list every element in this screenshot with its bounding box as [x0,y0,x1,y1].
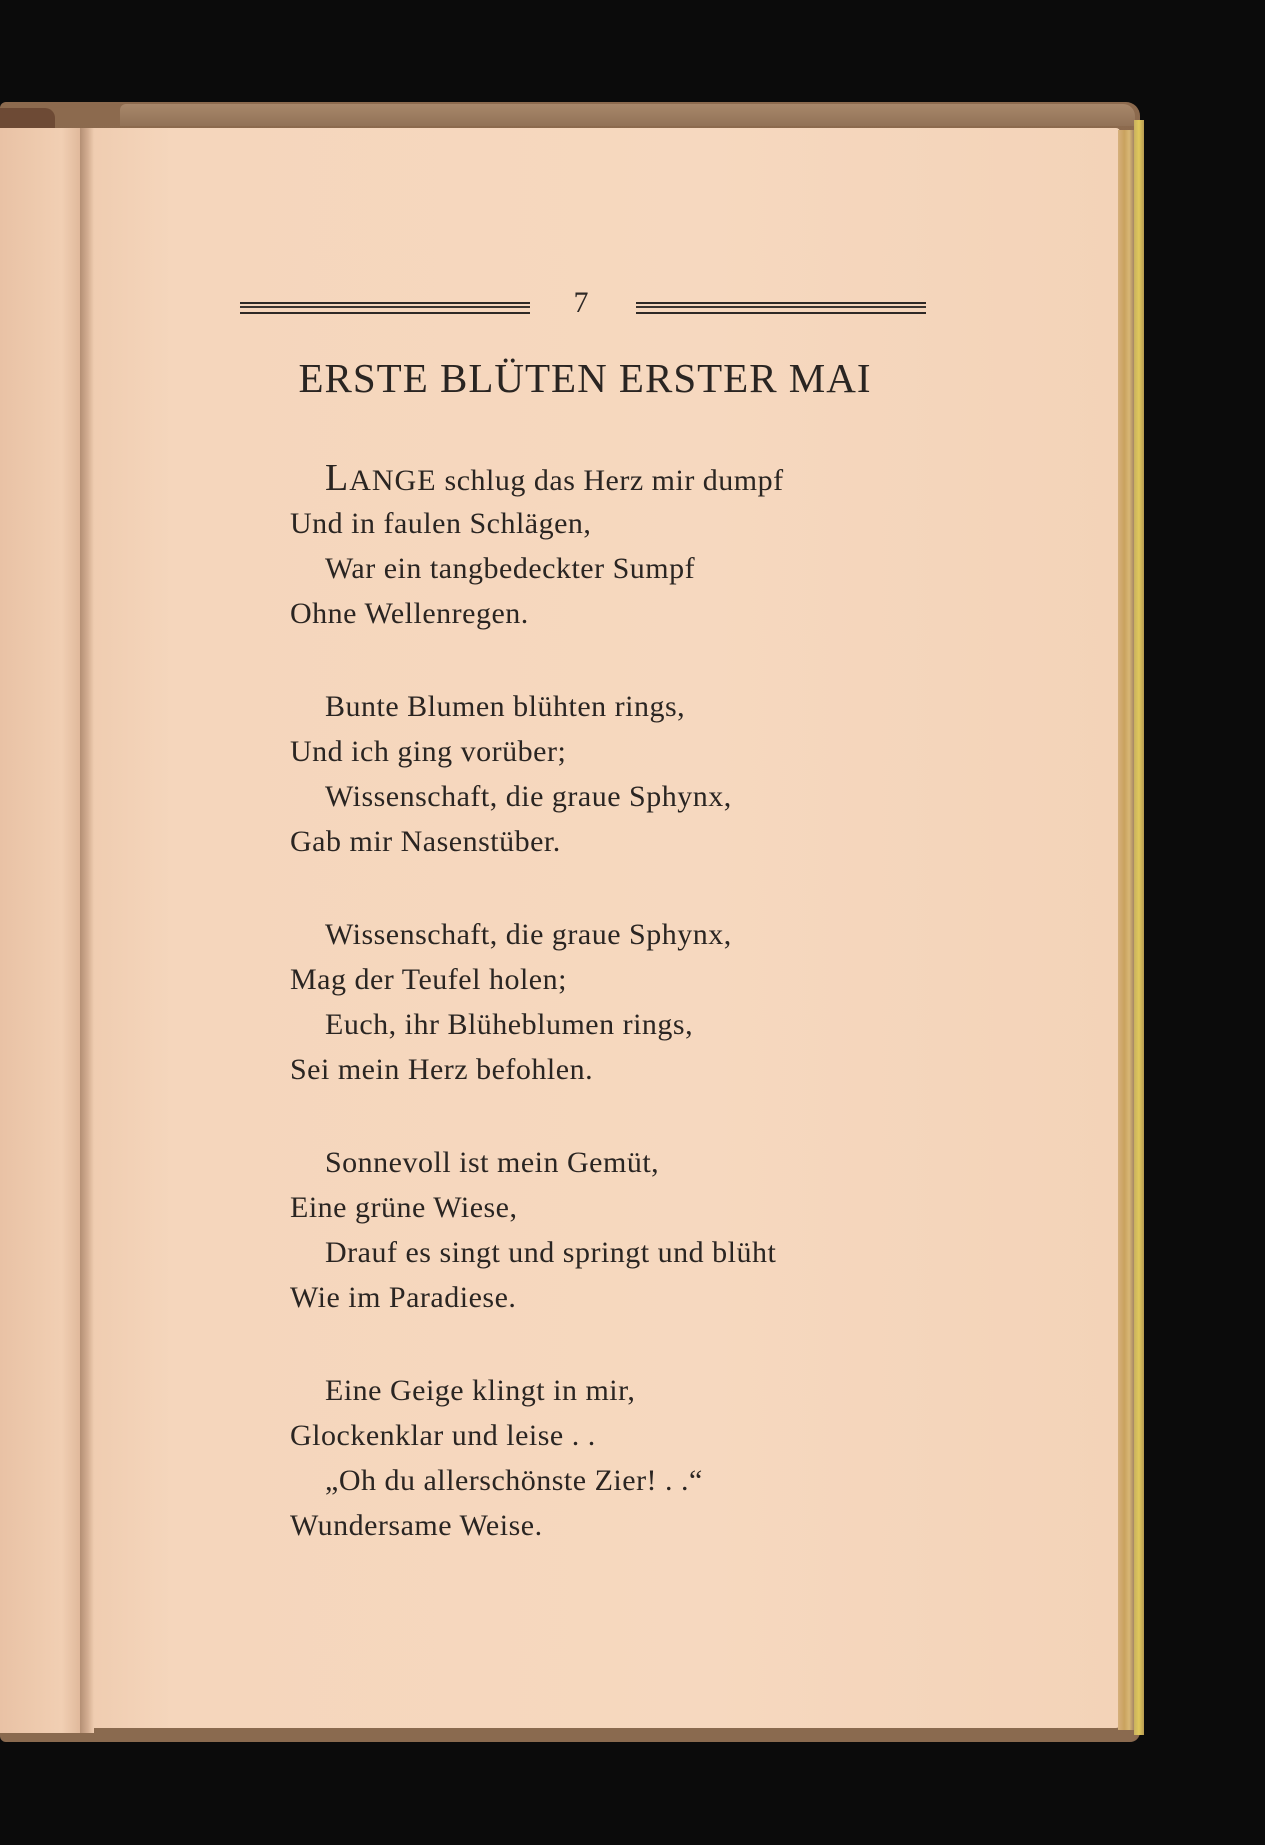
poem-line: Sei mein Herz befohlen. [290,1053,594,1086]
first-line-text: schlug das Herz mir dumpf [436,464,784,497]
header-rule-left [240,302,530,314]
stanza-5 [290,1368,930,1548]
poem-line: Eine Geige klingt in mir, [325,1374,636,1407]
poem-line: Glockenklar und leise . . [290,1419,596,1452]
previous-page [0,128,88,1733]
poem-line: „Oh du allerschönste Zier! . .“ [325,1464,703,1497]
poem-line [290,456,930,501]
stanza-1 [290,456,930,636]
poem-line: Wie im Paradiese. [290,1281,517,1314]
poem-line: Euch, ihr Blüheblumen rings, [325,1008,694,1041]
page-gutter [80,128,94,1733]
poem-line: Drauf es singt und springt und blüht [325,1236,777,1269]
book-cover-top-edge [120,104,1135,126]
poem-line: War ein tangbedeckter Sumpf [325,552,696,585]
page-number: 7 [573,286,589,319]
page-gilt-edge [1134,120,1144,1735]
poem-line: Eine grüne Wiese, [290,1191,518,1224]
small-caps-word: ANGE [349,464,437,497]
poem-line: Wissenschaft, die graue Sphynx, [325,780,732,813]
poem-line: Und ich ging vorüber; [290,735,567,768]
poem-line: Wissenschaft, die graue Sphynx, [325,918,732,951]
poem-body [290,456,930,1596]
drop-cap: L [325,457,350,499]
poem-line: Und in faulen Schlägen, [290,507,592,540]
poem-line: Wundersame Weise. [290,1509,543,1542]
poem-line: Ohne Wellenregen. [290,597,529,630]
poem-title: ERSTE BLÜTEN ERSTER MAI [298,355,872,401]
poem-line: Bunte Blumen blühten rings, [325,690,686,723]
poem-line: Mag der Teufel holen; [290,963,567,996]
poem-line: Sonnevoll ist mein Gemüt, [325,1146,660,1179]
stanza-4 [290,1140,930,1320]
stanza-3 [290,912,930,1092]
page-stack-edge [1118,130,1134,1730]
page-header [0,282,1265,322]
header-rule-right [636,302,926,314]
stanza-2 [290,684,930,864]
poem-line: Gab mir Nasenstüber. [290,825,561,858]
